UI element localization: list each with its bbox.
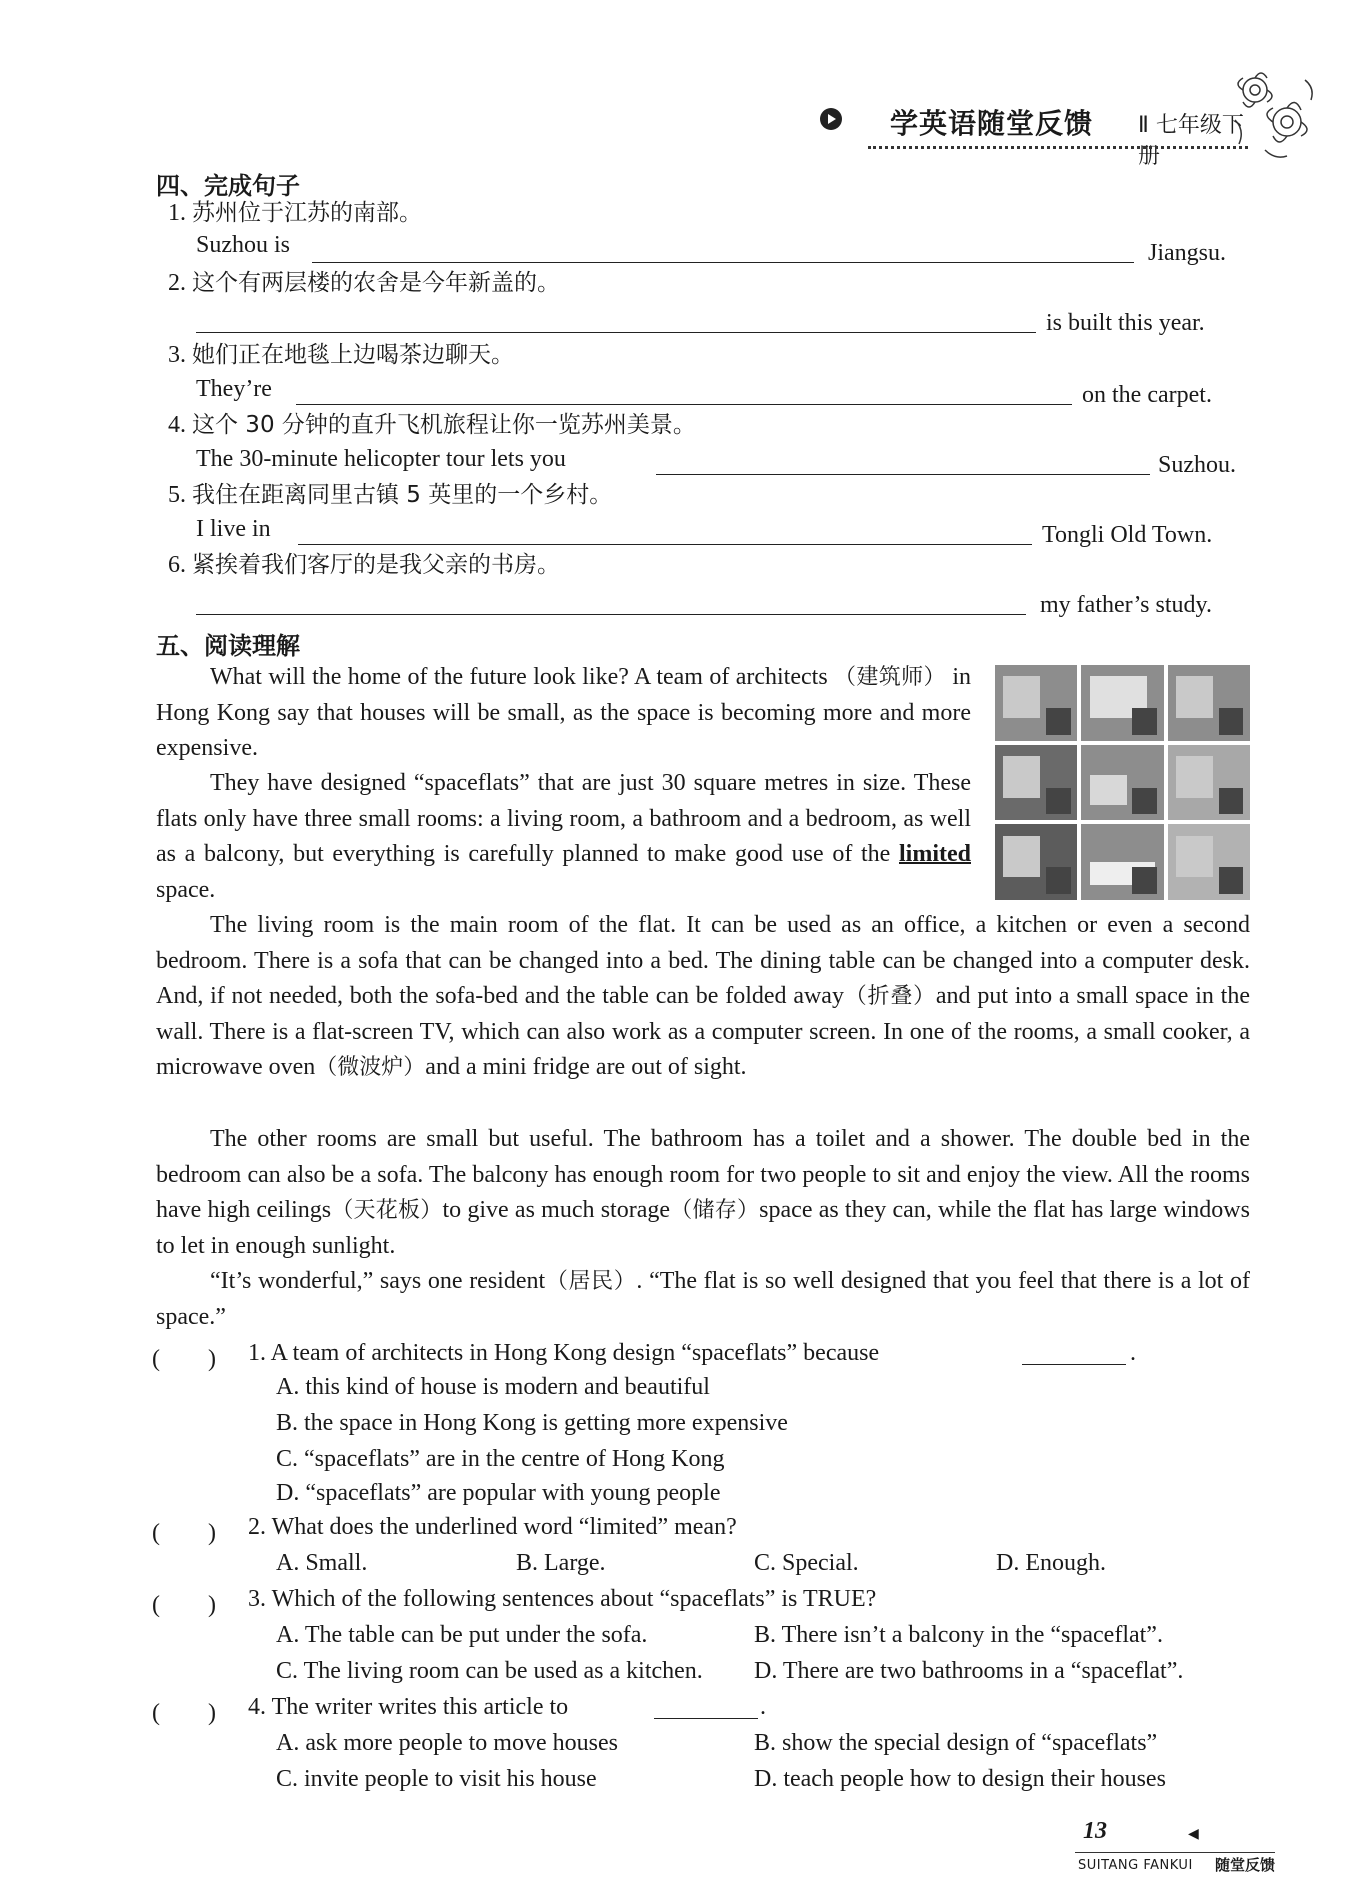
q3-option-c[interactable]: C. The living room can be used as a kitchen. xyxy=(276,1658,703,1684)
page-header xyxy=(820,102,1260,169)
footer-label: 随堂反馈 xyxy=(1215,1856,1276,1874)
sentence-item-2-suffix: is built this year. xyxy=(1046,310,1205,336)
answer-blank-1[interactable] xyxy=(312,262,1134,263)
q3-option-a[interactable]: A. The table can be put under the sofa. xyxy=(276,1622,648,1648)
sentence-item-5-suffix: Tongli Old Town. xyxy=(1042,522,1213,548)
section-title-complete-sentences: 四、完成句子 xyxy=(156,172,300,200)
question-1-stem: 1. A team of architects in Hong Kong design “spaceflats” because xyxy=(248,1340,880,1366)
underlined-word: limited xyxy=(899,841,971,867)
play-bullet-icon xyxy=(820,108,842,130)
sentence-item-5-prefix: I live in xyxy=(196,516,271,542)
sentence-item-4-prefix: The 30-minute helicopter tour lets you xyxy=(196,446,566,472)
answer-paren-q1[interactable]: ( ) xyxy=(152,1346,216,1372)
answer-paren-q3[interactable]: ( ) xyxy=(152,1592,216,1618)
q1-option-d[interactable]: D. “spaceflats” are popular with young people xyxy=(276,1480,721,1506)
q1-option-c[interactable]: C. “spaceflats” are in the centre of Hong Kong xyxy=(276,1446,725,1472)
reading-paragraph-2: They have designed “spaceflats” that are just 30 square metres in size. These flats only have three small rooms: a living room, a bathroom and a bedroom, as well as a balcony, but everything is carefully planned to make good use of the limited space. xyxy=(156,770,971,903)
q4-option-c[interactable]: C. invite people to visit his house xyxy=(276,1766,597,1792)
question-1-end: . xyxy=(1130,1340,1136,1366)
q4-option-d[interactable]: D. teach people how to design their houses xyxy=(754,1766,1166,1792)
section-title-reading: 五、阅读理解 xyxy=(156,632,300,660)
sentence-item-5-cn: 5. 我住在距离同里古镇 5 英里的一个乡村。 xyxy=(168,482,613,508)
question-4-end: . xyxy=(760,1694,766,1720)
q2-option-d[interactable]: D. Enough. xyxy=(996,1550,1106,1576)
footer-rule xyxy=(1075,1852,1275,1853)
sentence-item-2-cn: 2. 这个有两层楼的农舍是今年新盖的。 xyxy=(168,270,560,296)
footer-pinyin: SUITANG FANKUI xyxy=(1078,1858,1193,1873)
header-dotted-rule xyxy=(868,146,1248,149)
page-number: 13 xyxy=(1083,1818,1107,1844)
q3-option-b[interactable]: B. There isn’t a balcony in the “spaceflat”. xyxy=(754,1622,1163,1648)
sentence-item-1-prefix: Suzhou is xyxy=(196,232,291,258)
sentence-item-6-cn: 6. 紧挨着我们客厅的是我父亲的书房。 xyxy=(168,552,560,578)
question-4-blank xyxy=(654,1718,758,1719)
sentence-item-1-suffix: Jiangsu. xyxy=(1148,240,1226,266)
q2-option-a[interactable]: A. Small. xyxy=(276,1550,368,1576)
answer-blank-5[interactable] xyxy=(298,544,1032,545)
sentence-item-3-suffix: on the carpet. xyxy=(1082,382,1212,408)
spaceflat-photo-collage xyxy=(995,665,1250,900)
answer-blank-3[interactable] xyxy=(296,404,1072,405)
reading-paragraph-4: The other rooms are small but useful. The bathroom has a toilet and a shower. The double bed in the bedroom can also be a sofa. The balcony has enough room for two people to sit and enjoy the view. All the rooms have high ceilings（天花板）to give as much storage（储存）space as they can, while the flat has large windows to let in enough sunlight. xyxy=(156,1126,1250,1259)
q2-option-c[interactable]: C. Special. xyxy=(754,1550,859,1576)
book-title: 学英语随堂反馈 xyxy=(890,107,1094,140)
q1-option-a[interactable]: A. this kind of house is modern and beautiful xyxy=(276,1374,710,1400)
q4-option-a[interactable]: A. ask more people to move houses xyxy=(276,1730,618,1756)
reading-paragraph-1: What will the home of the future look like? A team of architects （建筑师） in Hong Kong say that houses will be small, as the space is becoming more and more expensive. xyxy=(156,664,971,761)
question-3-stem: 3. Which of the following sentences about “spaceflats” is TRUE? xyxy=(248,1586,877,1612)
answer-paren-q4[interactable]: ( ) xyxy=(152,1700,216,1726)
question-4-stem: 4. The writer writes this article to xyxy=(248,1694,569,1720)
sentence-item-3-prefix: They’re xyxy=(196,376,272,402)
q4-option-b[interactable]: B. show the special design of “spaceflats” xyxy=(754,1730,1158,1756)
reading-paragraph-3: The living room is the main room of the flat. It can be used as an office, a kitchen or even a second bedroom. There is a sofa that can be changed into a bed. The dining table can be changed into a computer desk. And, if not needed, both the sofa-bed and the table can be folded away（折叠）and put into a small space in the wall. There is a flat-screen TV, which can also work as a computer screen. In one of the rooms, a small cooker, a microwave oven（微波炉）and a mini fridge are out of sight. xyxy=(156,912,1250,1080)
q1-option-b[interactable]: B. the space in Hong Kong is getting more expensive xyxy=(276,1410,788,1436)
sentence-item-3-cn: 3. 她们正在地毯上边喝茶边聊天。 xyxy=(168,342,514,368)
question-1-blank xyxy=(1022,1364,1126,1365)
sentence-item-6-suffix: my father’s study. xyxy=(1040,592,1212,618)
answer-blank-4[interactable] xyxy=(656,474,1150,475)
reading-paragraph-5: “It’s wonderful,” says one resident（居民）. “The flat is so well designed that you feel that there is a lot of space.” xyxy=(156,1268,1250,1330)
sentence-item-4-cn: 4. 这个 30 分钟的直升飞机旅程让你一览苏州美景。 xyxy=(168,412,696,438)
sentence-item-1-cn: 1. 苏州位于江苏的南部。 xyxy=(168,200,422,226)
flower-decoration-icon xyxy=(1215,60,1325,170)
left-arrow-icon: ◀ xyxy=(1188,1827,1199,1842)
answer-paren-q2[interactable]: ( ) xyxy=(152,1520,216,1546)
q2-option-b[interactable]: B. Large. xyxy=(516,1550,606,1576)
answer-blank-6[interactable] xyxy=(196,614,1026,615)
q3-option-d[interactable]: D. There are two bathrooms in a “spaceflat”. xyxy=(754,1658,1184,1684)
book-subtitle: Ⅱ 七年级下册 xyxy=(1138,113,1244,169)
answer-blank-2[interactable] xyxy=(196,332,1036,333)
sentence-item-4-suffix: Suzhou. xyxy=(1158,452,1236,478)
question-2-stem: 2. What does the underlined word “limited” mean? xyxy=(248,1514,737,1540)
